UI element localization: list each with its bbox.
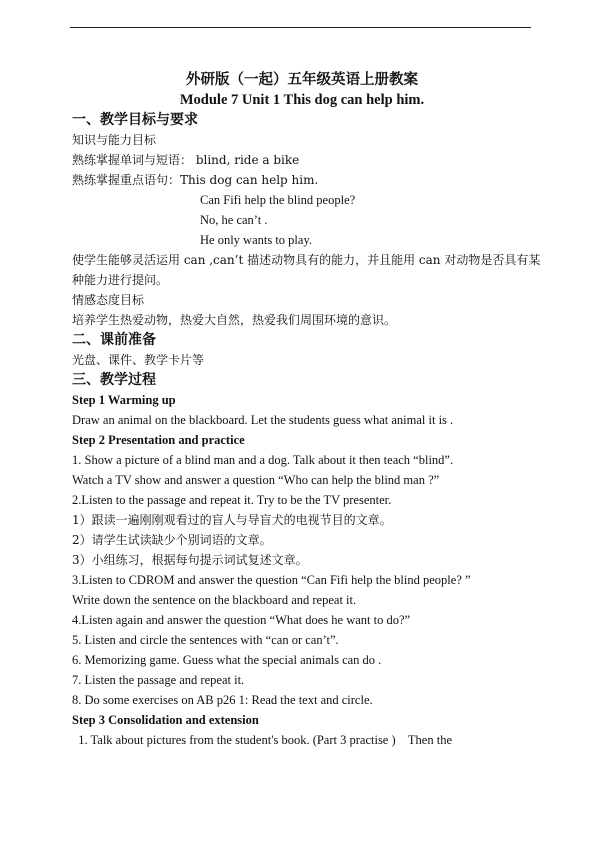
text-line: 1）跟读一遍刚刚观看过的盲人与导盲犬的电视节目的文章。 — [72, 513, 392, 527]
document-title: 外研版（一起）五年级英语上册教案 — [186, 71, 418, 88]
section-heading-process: 三、教学过程 — [72, 372, 156, 388]
text-line: 熟练掌握重点语句：This dog can help him. — [72, 173, 319, 187]
text-line: 使学生能够灵活运用 can ,can’t 描述动物具有的能力，并且能用 can 对动物是否具有某 — [72, 253, 541, 267]
text-line: 培养学生热爱动物，热爱大自然，热爱我们周围环境的意识。 — [72, 313, 397, 327]
text-line: Draw an animal on the blackboard. Let the students guess what animal it is . — [72, 413, 454, 427]
text-line: 5. Listen and circle the sentences with “can or can’t”. — [72, 633, 339, 647]
step-heading-3: Step 3 Consolidation and extension — [72, 713, 259, 727]
example-sentence: No, he can’t . — [200, 213, 268, 227]
example-sentence: Can Fifi help the blind people? — [200, 193, 356, 207]
text-line: 1. Talk about pictures from the student's book. (Part 3 practise ) Then the — [72, 733, 452, 747]
step-heading-2: Step 2 Presentation and practice — [72, 433, 245, 447]
text-line: 3.Listen to CDROM and answer the question “Can Fifi help the blind people? ” — [72, 573, 471, 587]
example-sentence: He only wants to play. — [200, 233, 313, 247]
text-line: 光盘、课件、教学卡片等 — [72, 353, 205, 367]
document-subtitle: Module 7 Unit 1 This dog can help him. — [179, 92, 425, 108]
text-line: 种能力进行提问。 — [72, 273, 169, 287]
text-line: 1. Show a picture of a blind man and a dog. Talk about it then teach “blind”. — [72, 453, 454, 467]
text-line: 知识与能力目标 — [72, 133, 157, 147]
text-line: 8. Do some exercises on AB p26 1: Read the text and circle. — [72, 693, 373, 707]
text-line: 情感态度目标 — [72, 293, 145, 307]
header-rule — [70, 27, 531, 28]
text-line: 7. Listen the passage and repeat it. — [72, 673, 245, 687]
section-heading-preparation: 二、课前准备 — [72, 332, 156, 348]
text-line: 6. Memorizing game. Guess what the special animals can do . — [72, 653, 382, 667]
text-line: 3）小组练习，根据每句提示词试复述文章。 — [72, 553, 308, 567]
section-heading-objectives: 一、教学目标与要求 — [72, 112, 198, 128]
text-line: 2.Listen to the passage and repeat it. Try to be the TV presenter. — [72, 493, 392, 507]
text-line: 4.Listen again and answer the question “What does he want to do?” — [72, 613, 411, 627]
text-line: Write down the sentence on the blackboard and repeat it. — [72, 593, 357, 607]
text-line: 熟练掌握单词与短语： blind, ride a bike — [72, 153, 300, 167]
document-body — [72, 70, 541, 750]
text-line: 2）请学生试读缺少个别词语的文章。 — [72, 533, 272, 547]
text-line: Watch a TV show and answer a question “Who can help the blind man ?” — [72, 473, 440, 487]
step-heading-1: Step 1 Warming up — [72, 393, 176, 407]
